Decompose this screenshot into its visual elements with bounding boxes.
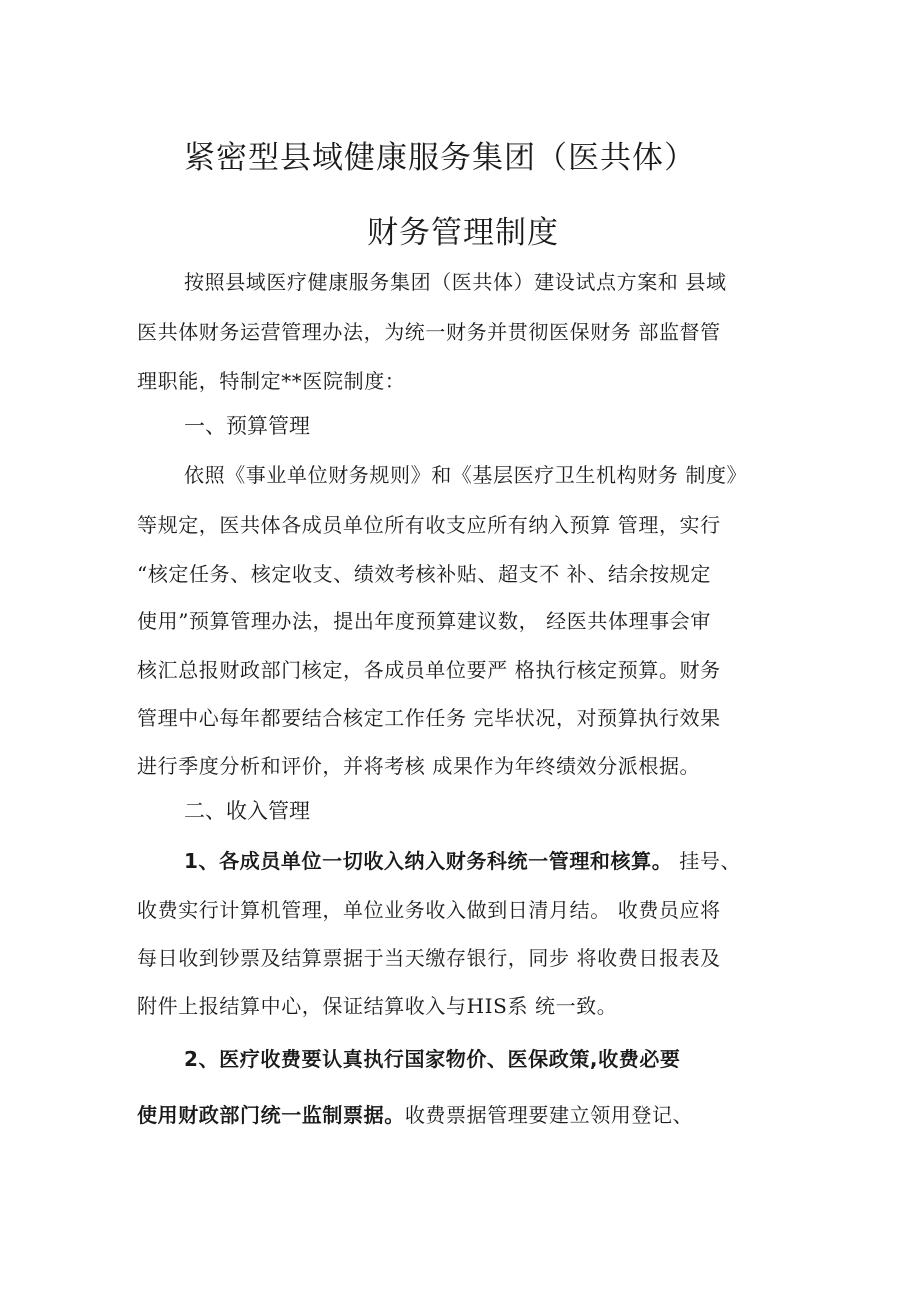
budget-line-3: “核定任务、核定收支、绩效考核补贴、超支不 补、结余按规定 [137,562,711,586]
intro-line-3: 理职能，特制定**医院制度： [137,369,406,393]
section-heading-budget: 一、预算管理 [184,414,310,438]
intro-line-2: 医共体财务运营管理办法，为统一财务并贯彻医保财务 部监督管 [137,320,721,344]
income-item1-bold-text: 1、各成员单位一切收入纳入财务科统一管理和核算。 [184,849,673,873]
budget-line-2: 等规定，医共体各成员单位所有收支应所有纳入预算 管理，实行 [137,513,721,537]
section-heading-income: 二、收入管理 [184,799,310,823]
budget-line-5: 核汇总报财政部门核定，各成员单位要严 格执行核定预算。财务 [137,658,721,682]
budget-line-6: 管理中心每年都要结合核定工作任务 完毕状况，对预算执行效果 [137,706,721,730]
income-item1-line-3: 每日收到钞票及结算票据于当天缴存银行，同步 将收费日报表及 [137,946,721,970]
income-item2-rest-text: 收费票据管理要建立领用登记、 [404,1103,694,1127]
income-item2-line-1: 2、医疗收费要认真执行国家物价、医保政策,收费必要 [184,1047,681,1071]
budget-line-4: 使用”预算管理办法，提出年度预算建议数， 经医共体理事会审 [137,609,711,633]
income-item2-bold-text: 使用财政部门统一监制票据。 [137,1103,405,1127]
income-item1-line-1 [184,847,741,875]
document-title-line1: 紧密型县域健康服务集团（医共体） [184,140,696,176]
document-title-line2: 财务管理制度 [367,215,559,251]
budget-line-1: 依照《事业单位财务规则》和《基层医疗卫生机构财务 制度》 [184,463,748,487]
intro-line-1: 按照县域医疗健康服务集团（医共体）建设试点方案和 县域 [184,270,727,294]
income-item1-line-2: 收费实行计算机管理，单位业务收入做到日清月结。 收费员应将 [137,898,721,922]
budget-line-7: 进行季度分析和评价，并将考核 成果作为年终绩效分派根据。 [137,754,701,778]
income-item1-rest-text: 挂号、 [672,849,742,873]
income-item1-line-4: 附件上报结算中心，保证结算收入与HIS系 统一致。 [137,994,618,1018]
income-item2-line-2 [137,1101,693,1129]
